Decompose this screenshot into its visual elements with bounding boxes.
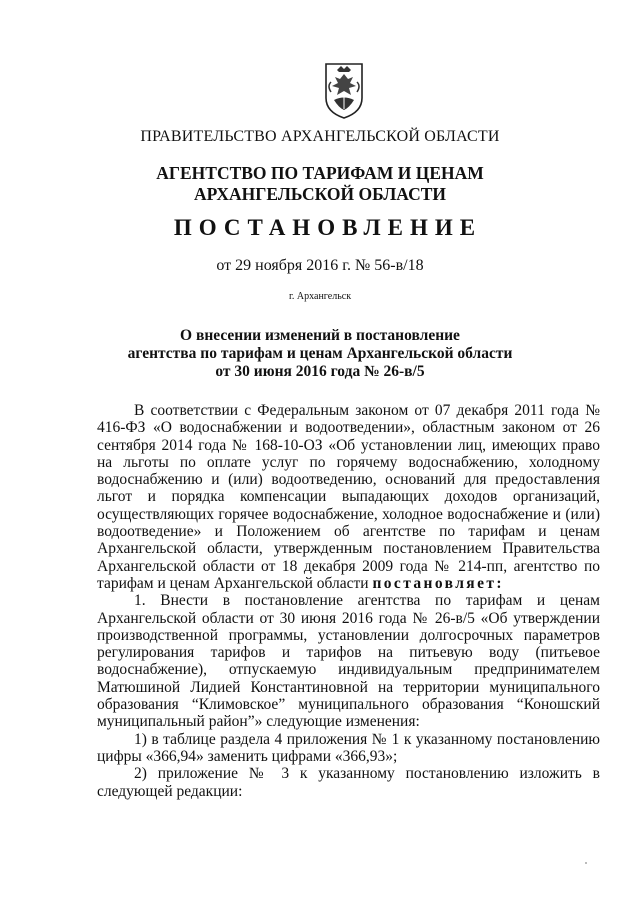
- document-type: ПОСТАНОВЛЕНИЕ: [173, 215, 483, 240]
- coat-of-arms-emblem: [323, 62, 365, 120]
- document-date-number: от 29 ноября 2016 г. № 56-в/18: [216, 257, 424, 274]
- government-name: ПРАВИТЕЛЬСТВО АРХАНГЕЛЬСКОЙ ОБЛАСТИ: [140, 128, 500, 145]
- subject-line1: О внесении изменений в постановление: [180, 327, 460, 344]
- item-1-1-paragraph: 1) в таблице раздела 4 приложения № 1 к указанному постановлению цифры «366,94» заменить цифрами «366,93»;: [97, 730, 600, 765]
- document-city: г. Архангельск: [288, 291, 352, 302]
- agency-name-line2: АРХАНГЕЛЬСКОЙ ОБЛАСТИ: [194, 184, 446, 204]
- subject-line2: агентства по тарифам и ценам Архангельской области: [127, 345, 513, 362]
- document-subject: [0, 327, 640, 381]
- scan-speck: [585, 862, 587, 864]
- item-1-2-paragraph: 2) приложение № 3 к указанному постановлению изложить в следующей редакции:: [97, 765, 600, 800]
- agency-name-line1: АГЕНТСТВО ПО ТАРИФАМ И ЦЕНАМ: [156, 163, 484, 183]
- item-1-paragraph: 1. Внести в постановление агентства по тарифам и ценам Архангельской области от 30 июня 2016 года № 26-в/5 «Об утверждении производственной программы, установлении долгосрочных параметров регулирования тарифов и тарифов на питьевую воду (питьевое водоснабжение), отпускаемую индивидуальным предпринимателем Матюшиной Лидией Константиновной на территории муниципального образования “Климовское” муниципального образования “Коношский муниципальный район”» следующие изменения:: [97, 592, 600, 731]
- decides-word: постановляет:: [372, 574, 504, 592]
- subject-line3: от 30 июня 2016 года № 26-в/5: [215, 363, 425, 380]
- preamble-paragraph: [97, 402, 600, 592]
- agency-name: [0, 163, 640, 205]
- document-body: [97, 402, 600, 800]
- preamble-text: В соответствии с Федеральным законом от 07 декабря 2011 года № 416-ФЗ «О водоснабжении и водоотведении», областным законом от 26 сентября 2014 года № 168-10-ОЗ «Об установлении лиц, имеющих право на льготы по оплате услуг по горячему водоснабжению, холодному водоснабжению и (или) водоотведению, оснований для предоставления льгот и порядка компенсации выпадающих доходов организаций, осуществляющих горячее водоснабжение, холодное водоснабжение и (или) водоотведение» и Положением об агентстве по тарифам и ценам Архангельской области, утвержденным постановлением Правительства Архангельской области от 18 декабря 2009 года № 214-пп, агентство по тарифам и ценам Архангельской области: [97, 402, 600, 592]
